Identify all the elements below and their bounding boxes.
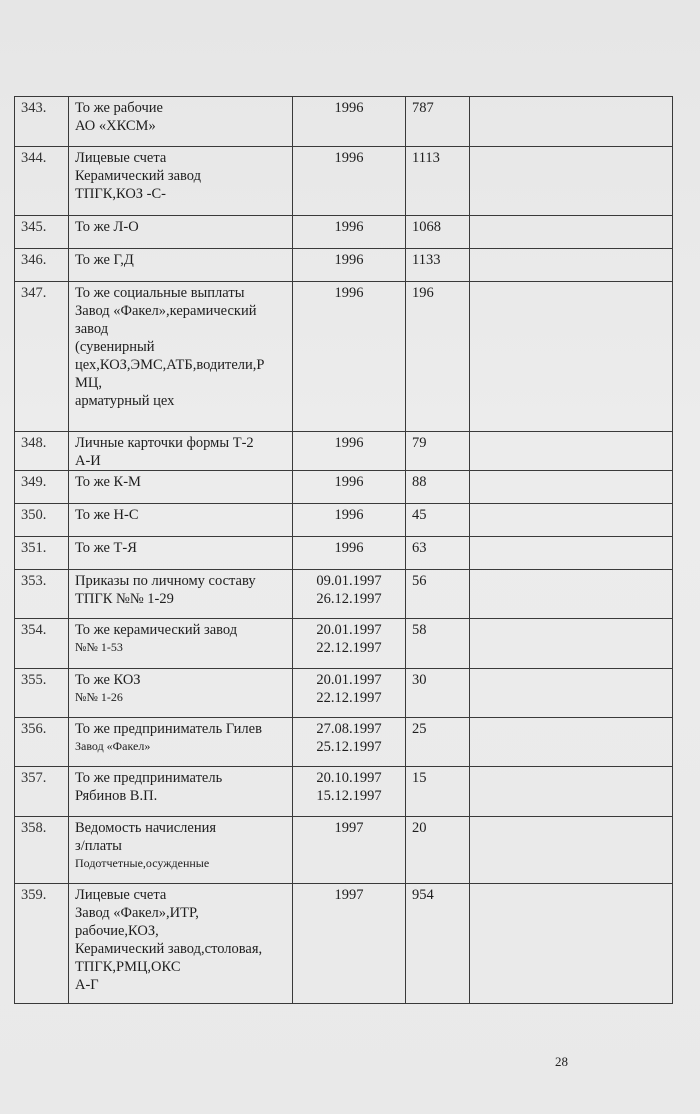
item-number: 354.: [15, 619, 69, 669]
title-line: То же КОЗ: [75, 672, 141, 688]
date-line: 1997: [334, 820, 364, 836]
date-line: 20.10.1997: [316, 770, 382, 786]
date-line: 1996: [334, 285, 364, 301]
item-remarks: [470, 619, 673, 669]
item-dates: [293, 570, 406, 619]
table-row: [15, 669, 673, 718]
table-row: [15, 537, 673, 570]
item-dates: [293, 471, 406, 504]
item-title: [69, 504, 293, 537]
item-remarks: [470, 432, 673, 471]
item-remarks: [470, 537, 673, 570]
table-row: [15, 767, 673, 817]
date-line: 1996: [334, 100, 364, 116]
date-line: 26.12.1997: [316, 591, 382, 607]
date-line: 1996: [334, 150, 364, 166]
date-line: 1996: [334, 540, 364, 556]
title-line: То же керамический завод: [75, 622, 238, 638]
item-remarks: [470, 817, 673, 884]
item-dates: [293, 884, 406, 1004]
date-line: 1996: [334, 507, 364, 523]
item-remarks: [470, 570, 673, 619]
item-sheet-count: 30: [406, 669, 470, 718]
item-number: 358.: [15, 817, 69, 884]
item-sheet-count: 954: [406, 884, 470, 1004]
item-remarks: [470, 767, 673, 817]
date-line: 1997: [334, 887, 364, 903]
item-sheet-count: 787: [406, 97, 470, 147]
item-number: 350.: [15, 504, 69, 537]
item-remarks: [470, 147, 673, 216]
item-title: [69, 718, 293, 767]
title-note: Подотчетные,осужденные: [75, 856, 210, 870]
item-title: [69, 216, 293, 249]
date-line: 09.01.1997: [316, 573, 382, 589]
item-number: 355.: [15, 669, 69, 718]
title-note: №№ 1-53: [75, 640, 123, 654]
item-number: 343.: [15, 97, 69, 147]
title-line: арматурный цех: [75, 393, 175, 409]
item-dates: [293, 619, 406, 669]
title-line: А-И: [75, 453, 101, 469]
date-line: 20.01.1997: [316, 672, 382, 688]
title-line: Лицевые счета: [75, 887, 167, 903]
item-dates: [293, 718, 406, 767]
title-line: То же предприниматель Гилев: [75, 721, 262, 737]
item-dates: [293, 504, 406, 537]
title-line: Лицевые счета: [75, 150, 167, 166]
item-remarks: [470, 97, 673, 147]
item-sheet-count: 20: [406, 817, 470, 884]
item-sheet-count: 79: [406, 432, 470, 471]
item-remarks: [470, 884, 673, 1004]
inventory-table: [14, 96, 673, 1004]
item-remarks: [470, 216, 673, 249]
item-dates: [293, 216, 406, 249]
item-dates: [293, 767, 406, 817]
item-dates: [293, 97, 406, 147]
date-line: 22.12.1997: [316, 640, 382, 656]
item-number: 359.: [15, 884, 69, 1004]
table-row: [15, 432, 673, 471]
title-line: Рябинов В.П.: [75, 788, 158, 804]
item-dates: [293, 147, 406, 216]
title-line: (сувенирный: [75, 339, 155, 355]
item-dates: [293, 432, 406, 471]
item-sheet-count: 63: [406, 537, 470, 570]
title-line: То же Н-С: [75, 507, 139, 523]
item-title: [69, 669, 293, 718]
item-number: 357.: [15, 767, 69, 817]
date-line: 27.08.1997: [316, 721, 382, 737]
item-title: [69, 537, 293, 570]
item-sheet-count: 1068: [406, 216, 470, 249]
item-dates: [293, 669, 406, 718]
item-title: [69, 147, 293, 216]
item-sheet-count: 25: [406, 718, 470, 767]
item-dates: [293, 537, 406, 570]
title-line: Завод «Факел»,керамический: [75, 303, 257, 319]
item-dates: [293, 817, 406, 884]
title-line: Ведомость начисления: [75, 820, 217, 836]
title-line: цех,КОЗ,ЭМС,АТБ,водители,Р: [75, 357, 265, 373]
title-line: Керамический завод,столовая,: [75, 941, 263, 957]
table-row: [15, 249, 673, 282]
title-line: АО «ХКСМ»: [75, 118, 156, 134]
title-line: То же К-М: [75, 474, 141, 490]
item-number: 344.: [15, 147, 69, 216]
title-line: То же Т-Я: [75, 540, 137, 556]
date-line: 1996: [334, 474, 364, 490]
title-line: ТПГК №№ 1-29: [75, 591, 174, 607]
table-row: [15, 884, 673, 1004]
title-line: То же рабочие: [75, 100, 163, 116]
table-row: [15, 619, 673, 669]
page-number: 28: [555, 1054, 568, 1069]
title-line: Личные карточки формы Т-2: [75, 435, 254, 451]
date-line: 20.01.1997: [316, 622, 382, 638]
date-line: 22.12.1997: [316, 690, 382, 706]
table-row: [15, 282, 673, 432]
table-row: [15, 97, 673, 147]
item-remarks: [470, 282, 673, 432]
date-line: 1996: [334, 252, 364, 268]
item-sheet-count: 15: [406, 767, 470, 817]
item-remarks: [470, 471, 673, 504]
title-line: рабочие,КОЗ,: [75, 923, 159, 939]
item-number: 347.: [15, 282, 69, 432]
title-line: То же Л-О: [75, 219, 139, 235]
table-row: [15, 718, 673, 767]
date-line: 15.12.1997: [316, 788, 382, 804]
item-sheet-count: 88: [406, 471, 470, 504]
table-row: [15, 471, 673, 504]
inventory-table-body: [15, 97, 673, 1004]
item-sheet-count: 1133: [406, 249, 470, 282]
item-sheet-count: 58: [406, 619, 470, 669]
item-title: [69, 884, 293, 1004]
title-line: Завод «Факел»,ИТР,: [75, 905, 199, 921]
item-number: 351.: [15, 537, 69, 570]
table-row: [15, 817, 673, 884]
item-remarks: [470, 504, 673, 537]
item-number: 345.: [15, 216, 69, 249]
title-line: То же Г,Д: [75, 252, 134, 268]
title-line: А-Г: [75, 977, 99, 993]
date-line: 1996: [334, 435, 364, 451]
title-line: ТПГК,КОЗ -С-: [75, 186, 167, 202]
item-title: [69, 282, 293, 432]
item-number: 349.: [15, 471, 69, 504]
item-dates: [293, 282, 406, 432]
table-row: [15, 570, 673, 619]
title-line: То же предприниматель: [75, 770, 223, 786]
item-number: 353.: [15, 570, 69, 619]
item-sheet-count: 1113: [406, 147, 470, 216]
item-title: [69, 570, 293, 619]
item-title: [69, 471, 293, 504]
item-title: [69, 619, 293, 669]
item-title: [69, 249, 293, 282]
title-line: Приказы по личному составу: [75, 573, 256, 589]
item-sheet-count: 196: [406, 282, 470, 432]
item-number: 346.: [15, 249, 69, 282]
date-line: 25.12.1997: [316, 739, 382, 755]
title-line: з/платы: [75, 838, 122, 854]
title-line: ТПГК,РМЦ,ОКС: [75, 959, 181, 975]
item-sheet-count: 56: [406, 570, 470, 619]
date-line: 1996: [334, 219, 364, 235]
item-title: [69, 97, 293, 147]
item-remarks: [470, 249, 673, 282]
item-sheet-count: 45: [406, 504, 470, 537]
item-number: 348.: [15, 432, 69, 471]
table-row: [15, 504, 673, 537]
title-note: №№ 1-26: [75, 690, 123, 704]
item-remarks: [470, 718, 673, 767]
item-number: 356.: [15, 718, 69, 767]
item-title: [69, 817, 293, 884]
item-dates: [293, 249, 406, 282]
title-line: завод: [75, 321, 109, 337]
item-title: [69, 432, 293, 471]
title-line: МЦ,: [75, 375, 102, 391]
table-row: [15, 147, 673, 216]
item-remarks: [470, 669, 673, 718]
title-line: То же социальные выплаты: [75, 285, 245, 301]
table-row: [15, 216, 673, 249]
title-line: Керамический завод: [75, 168, 202, 184]
title-note: Завод «Факел»: [75, 739, 151, 753]
item-title: [69, 767, 293, 817]
